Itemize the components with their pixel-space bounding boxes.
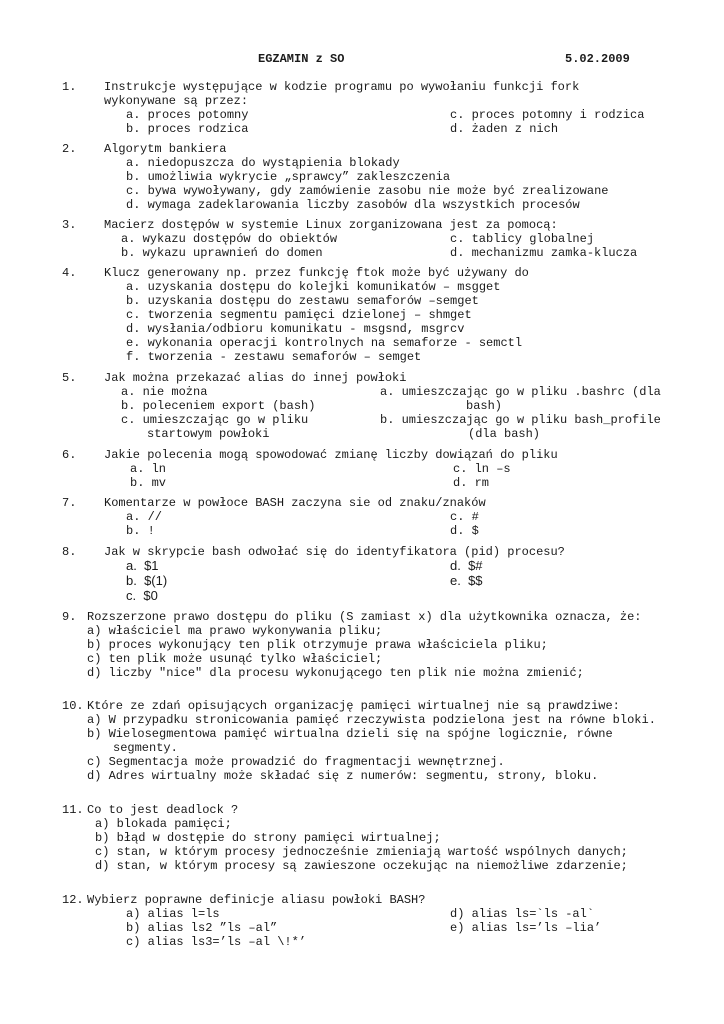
answer-option: a. niedopuszcza do wystąpienia blokady	[126, 156, 400, 170]
answer-option: b. $(1)	[126, 573, 168, 588]
answer-option: a. nie można	[121, 385, 208, 399]
answer-option: e. $$	[450, 573, 483, 588]
question-text: Macierz dostępów w systemie Linux zorganizowana jest za pomocą:	[104, 218, 558, 232]
question-text: wykonywane są przez:	[104, 94, 249, 108]
answer-option: e. wykonania operacji kontrolnych na semaforze - semctl	[126, 336, 523, 350]
answer-option: d. wysłania/odbioru komunikatu - msgsnd, msgrcv	[126, 322, 465, 336]
answer-option: a. umieszczając go w pliku .bashrc (dla	[380, 385, 661, 399]
answer-option: b. poleceniem export (bash)	[121, 399, 316, 413]
answer-option: d. żaden z nich	[450, 122, 559, 136]
answer-option: c. ln –s	[453, 462, 511, 476]
answer-option: c. proces potomny i rodzica	[450, 108, 645, 122]
question-number: 10.	[62, 699, 84, 713]
question-number: 6.	[62, 448, 77, 462]
question-number: 12.	[62, 893, 84, 907]
answer-option-continuation: bash)	[466, 399, 503, 413]
question-text: Klucz generowany np. przez funkcję ftok może być używany do	[104, 266, 529, 280]
question-number: 8.	[62, 545, 77, 559]
answer-option: b. uzyskania dostępu do zestawu semaforów –semget	[126, 294, 479, 308]
answer-option: b) błąd w dostępie do strony pamięci wirtualnej;	[95, 831, 441, 845]
answer-option: b) Wielosegmentowa pamięć wirtualna dzieli się na spójne logicznie, równe	[87, 727, 613, 741]
question-text: Co to jest deadlock ?	[87, 803, 239, 817]
answer-option: d. rm	[453, 476, 490, 490]
answer-option: d. mechanizmu zamka-klucza	[450, 246, 638, 260]
answer-option: d) liczby "nice" dla procesu wykonującego ten plik nie można zmienić;	[87, 666, 584, 680]
question-text: Jakie polecenia mogą spowodować zmianę liczby dowiązań do pliku	[104, 448, 558, 462]
question-text: Komentarze w powłoce BASH zaczyna sie od znaku/znaków	[104, 496, 486, 510]
answer-option: b. proces rodzica	[126, 122, 249, 136]
answer-option: a. uzyskania dostępu do kolejki komunikatów – msgget	[126, 280, 501, 294]
question-text: Instrukcje występujące w kodzie programu po wywołaniu funkcji fork	[104, 80, 580, 94]
question-text: Rozszerzone prawo dostępu do pliku (S zamiast x) dla użytkownika oznacza, że:	[87, 610, 642, 624]
answer-option: c) alias ls3=’ls –al \!*’	[126, 935, 307, 949]
question-number: 4.	[62, 266, 77, 280]
question-text: Jak można przekazać alias do innej powłoki	[104, 371, 407, 385]
answer-option: a) blokada pamięci;	[95, 817, 232, 831]
answer-option: c) stan, w którym procesy jednocześnie zmieniają wartość wspólnych danych;	[95, 845, 628, 859]
answer-option: a. $1	[126, 558, 159, 573]
answer-option: a) właściciel ma prawo wykonywania pliku;	[87, 624, 383, 638]
answer-option: a) W przypadku stronicowania pamięć rzeczywista podzielona jest na równe bloki.	[87, 713, 656, 727]
answer-option-continuation: startowym powłoki	[147, 427, 270, 441]
answer-option: c. tworzenia segmentu pamięci dzielonej – shmget	[126, 308, 472, 322]
question-number: 7.	[62, 496, 77, 510]
question-number: 9.	[62, 610, 77, 624]
answer-option: a. ln	[130, 462, 167, 476]
exam-date: 5.02.2009	[565, 52, 630, 66]
answer-option: c. bywa wywoływany, gdy zamówienie zasobu nie może być zrealizowane	[126, 184, 609, 198]
question-number: 11.	[62, 803, 84, 817]
answer-option: a. //	[126, 510, 163, 524]
answer-option: f. tworzenia - zestawu semaforów – semget	[126, 350, 422, 364]
answer-option: b. !	[126, 524, 155, 538]
answer-option: b) alias ls2 ”ls –al”	[126, 921, 278, 935]
answer-option: c) Segmentacja może prowadzić do fragmentacji wewnętrznej.	[87, 755, 505, 769]
answer-option: c. $0	[126, 588, 158, 603]
question-number: 3.	[62, 218, 77, 232]
answer-option: d) Adres wirtualny może składać się z numerów: segmentu, strony, bloku.	[87, 769, 599, 783]
answer-option: d. $#	[450, 558, 483, 573]
answer-option: c) ten plik może usunąć tylko właściciel;	[87, 652, 383, 666]
question-number: 1.	[62, 80, 77, 94]
exam-title: EGZAMIN z SO	[258, 52, 345, 66]
answer-option: d) alias ls=`ls -al`	[450, 907, 595, 921]
answer-option: d. wymaga zadeklarowania liczby zasobów dla wszystkich procesów	[126, 198, 580, 212]
question-number: 2.	[62, 142, 77, 156]
answer-option: b. umożliwia wykrycie „sprawcy” zakleszczenia	[126, 170, 451, 184]
answer-option: a) alias l=ls	[126, 907, 220, 921]
answer-option: a. proces potomny	[126, 108, 249, 122]
question-text: Które ze zdań opisujących organizację pamięci wirtualnej nie są prawdziwe:	[87, 699, 620, 713]
answer-option: b. umieszczając go w pliku bash_profile	[380, 413, 661, 427]
answer-option: c. umieszczając go w pliku	[121, 413, 309, 427]
answer-option: d. $	[450, 524, 479, 538]
question-number: 5.	[62, 371, 77, 385]
answer-option-continuation: (dla bash)	[468, 427, 541, 441]
question-text: Algorytm bankiera	[104, 142, 227, 156]
answer-option: b. wykazu uprawnień do domen	[121, 246, 323, 260]
answer-option: c. tablicy globalnej	[450, 232, 595, 246]
question-text: Wybierz poprawne definicje aliasu powłoki BASH?	[87, 893, 426, 907]
answer-option: b. mv	[130, 476, 167, 490]
answer-option: c. #	[450, 510, 479, 524]
answer-option: d) stan, w którym procesy są zawieszone oczekując na niemożliwe zdarzenie;	[95, 859, 628, 873]
question-text: Jak w skrypcie bash odwołać się do identyfikatora (pid) procesu?	[104, 545, 565, 559]
answer-option: a. wykazu dostępów do obiektów	[121, 232, 338, 246]
answer-option: e) alias ls=’ls –lia’	[450, 921, 602, 935]
answer-option: b) proces wykonujący ten plik otrzymuje prawa właściciela pliku;	[87, 638, 548, 652]
answer-option-continuation: segmenty.	[113, 741, 178, 755]
